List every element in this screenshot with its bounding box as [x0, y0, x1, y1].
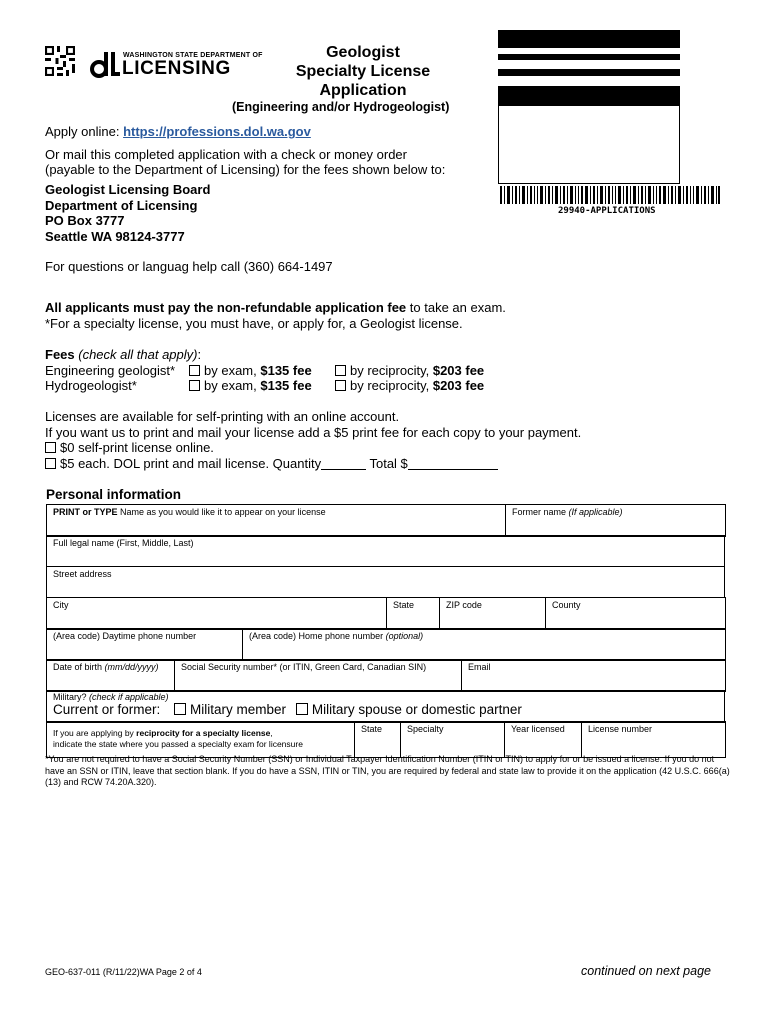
reciprocity-specialty-label: Specialty	[407, 724, 444, 734]
zip-field[interactable]	[440, 598, 546, 630]
street-address-field[interactable]	[47, 567, 725, 598]
fees-title: Fees	[45, 347, 75, 362]
license-number-label: License number	[588, 724, 653, 734]
year-licensed-label: Year licensed	[511, 724, 565, 734]
city-field[interactable]	[47, 598, 387, 630]
total-label: Total $	[366, 456, 408, 471]
email-field[interactable]	[462, 660, 726, 692]
apply-online-link[interactable]: https://professions.dol.wa.gov	[123, 124, 311, 139]
fee-engineering-exam[interactable]	[189, 363, 312, 378]
continued-note: continued on next page	[581, 964, 711, 978]
email-label: Email	[468, 662, 491, 672]
street-address-label: Street address	[53, 569, 112, 579]
office-use-bar	[498, 30, 680, 48]
reciprocity-suffix: ,	[270, 728, 273, 738]
print-name-field[interactable]	[47, 505, 506, 537]
personal-info-heading: Personal information	[46, 487, 182, 502]
reciprocity-row	[46, 721, 726, 758]
military-spouse-checkbox[interactable]	[296, 703, 308, 715]
full-legal-name-label: Full legal name (First, Middle, Last)	[53, 538, 194, 548]
daytime-phone-label: (Area code) Daytime phone number	[53, 631, 197, 641]
fee-amount: $135 fee	[260, 363, 312, 378]
office-use-bar	[498, 54, 680, 60]
apply-online-label: Apply online:	[45, 124, 124, 139]
help-phone-line: For questions or languag help call (360) 664-1497	[45, 259, 333, 274]
mail-address-line: Seattle WA 98124-3777	[45, 229, 185, 244]
checkbox[interactable]	[335, 365, 346, 376]
apply-online-line	[45, 124, 311, 139]
mail-address-line: PO Box 3777	[45, 213, 125, 228]
former-name-field[interactable]	[506, 505, 726, 537]
ssn-field[interactable]	[175, 660, 462, 692]
mail-address-line: Department of Licensing	[45, 198, 198, 213]
former-name-label: Former name	[512, 507, 569, 517]
fee-notice	[45, 300, 506, 315]
checkbox[interactable]	[189, 365, 200, 376]
form-title: Geologist Specialty License Application	[295, 44, 431, 99]
military-note: (check if applicable)	[89, 692, 169, 702]
license-number-field[interactable]	[582, 722, 726, 758]
dol-logo-icon	[90, 50, 120, 78]
former-name-note: (If applicable)	[568, 507, 623, 517]
county-field[interactable]	[546, 598, 726, 630]
total-field[interactable]	[408, 469, 498, 470]
print-info-1: Licenses are available for self-printing with an online account.	[45, 409, 400, 424]
state-field[interactable]	[387, 598, 440, 630]
fees-heading	[45, 347, 201, 362]
mail-print-label: $5 each. DOL print and mail license. Quantity	[60, 456, 322, 471]
reciprocity-state-field[interactable]	[355, 722, 401, 758]
phone-row	[46, 628, 726, 661]
fee-option-text: by exam,	[204, 378, 261, 393]
fee-engineering-reciprocity[interactable]	[335, 363, 484, 378]
qr-code-icon	[45, 46, 75, 76]
city-row	[46, 597, 726, 630]
self-print-option[interactable]	[45, 440, 214, 455]
fee-label-engineering: Engineering geologist*	[45, 363, 176, 378]
daytime-phone-field[interactable]	[47, 629, 243, 661]
home-phone-label: (Area code) Home phone number	[249, 631, 386, 641]
dob-note: (mm/dd/yyyy)	[104, 662, 159, 672]
dob-label: Date of birth	[53, 662, 105, 672]
fee-amount: $203 fee	[432, 378, 485, 393]
self-print-label: $0 self-print license online.	[60, 440, 214, 455]
mail-instructions-1: Or mail this completed application with a check or money order	[45, 147, 407, 162]
office-use-bar	[498, 69, 680, 76]
military-member-checkbox[interactable]	[174, 703, 186, 715]
fee-amount: $135 fee	[260, 378, 312, 393]
military-spouse-label: Military spouse or domestic partner	[311, 702, 522, 717]
form-id: GEO-637-011 (R/11/22)WA Page 2 of 4	[45, 967, 202, 977]
home-phone-field[interactable]	[243, 629, 726, 661]
checkbox[interactable]	[335, 380, 346, 391]
mail-print-option[interactable]	[45, 456, 498, 471]
fee-notice-rest: to take an exam.	[406, 300, 506, 315]
barcode-icon	[500, 186, 720, 204]
home-phone-note: (optional)	[385, 631, 424, 641]
ssn-footnote: *You are not required to have a Social Security Number (SSN) or Individual Taxpayer Identification Number (ITIN or TIN) to apply for or be issued a license. If you do not have an SSN or ITIN, leave that section blank. If you do have a SSN, ITIN or TIN, you are required by federal and state law to provide it on the application (42 U.S.C. 666(a)(13) and RCW 74.20A.320).	[45, 754, 730, 787]
print-name-label: Name as you would like it to appear on your license	[117, 507, 326, 517]
current-or-former-label: Current or former:	[53, 702, 161, 717]
agency-name-small: WASHINGTON STATE DEPARTMENT OF	[123, 52, 263, 59]
reciprocity-state-label: State	[361, 724, 383, 734]
military-member-label: Military member	[190, 702, 287, 717]
street-row	[46, 566, 725, 598]
fee-option-text: by reciprocity,	[350, 378, 433, 393]
office-use-box	[498, 106, 680, 184]
fee-hydro-exam[interactable]	[189, 378, 312, 393]
mail-address-line: Geologist Licensing Board	[45, 182, 211, 197]
form-subtitle: (Engineering and/or Hydrogeologist)	[232, 100, 450, 114]
checkbox[interactable]	[189, 380, 200, 391]
barcode-label: 29940-APPLICATIONS	[558, 206, 656, 216]
military-label: Military?	[53, 692, 90, 702]
legal-name-row	[46, 535, 725, 567]
reciprocity-instructions	[47, 722, 355, 758]
print-info-2: If you want us to print and mail your license add a $5 print fee for each copy to your payment.	[45, 425, 582, 440]
print-type-label: PRINT or TYPE	[53, 507, 118, 517]
year-licensed-field[interactable]	[505, 722, 582, 758]
reciprocity-line-2: indicate the state where you passed a specialty exam for licensure	[53, 739, 303, 749]
office-use-bar	[498, 86, 680, 106]
fees-colon: :	[197, 347, 202, 362]
specialty-notice: *For a specialty license, you must have, or apply for, a Geologist license.	[45, 316, 463, 331]
zip-label: ZIP code	[446, 600, 482, 610]
checkbox[interactable]	[45, 442, 56, 453]
ssn-label: Social Security number* (or ITIN, Green Card, Canadian SIN)	[181, 662, 427, 672]
county-label: County	[552, 600, 581, 610]
fee-option-text: by reciprocity,	[350, 363, 433, 378]
name-row	[46, 504, 726, 537]
fee-option-text: by exam,	[204, 363, 261, 378]
reciprocity-specialty-field[interactable]	[401, 722, 505, 758]
reciprocity-prefix: If you are applying by	[53, 728, 137, 738]
mail-instructions-2: (payable to the Department of Licensing) for the fees shown below to:	[45, 162, 446, 177]
dob-field[interactable]	[47, 660, 175, 692]
military-row	[46, 690, 725, 723]
quantity-field[interactable]	[321, 469, 366, 470]
fee-amount: $203 fee	[432, 363, 485, 378]
fees-note: (check all that apply)	[74, 347, 198, 362]
fee-notice-bold: All applicants must pay the non-refundable application fee	[45, 300, 407, 315]
city-label: City	[53, 600, 69, 610]
fee-hydro-reciprocity[interactable]	[335, 378, 484, 393]
state-label: State	[393, 600, 415, 610]
dob-row	[46, 659, 726, 692]
checkbox[interactable]	[45, 458, 56, 469]
military-field	[47, 691, 725, 723]
reciprocity-bold: reciprocity for a specialty license	[136, 728, 271, 738]
fee-label-hydrogeologist: Hydrogeologist*	[45, 378, 137, 393]
full-legal-name-field[interactable]	[47, 536, 725, 567]
agency-name-large: LICENSING	[122, 58, 231, 79]
